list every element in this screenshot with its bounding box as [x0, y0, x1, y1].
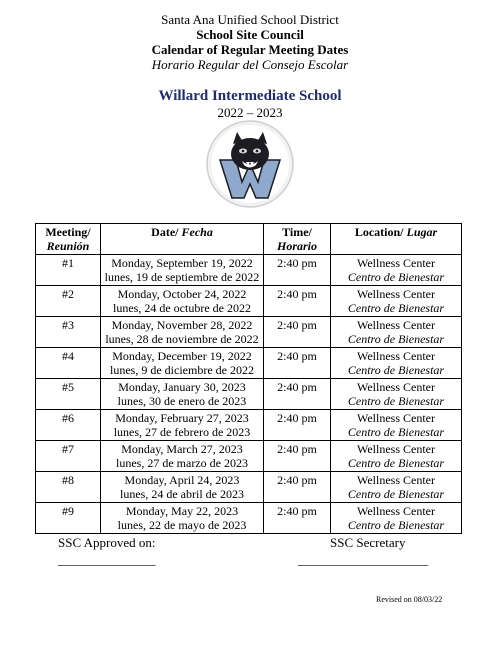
meeting-location-es: Centro de Bienestar	[347, 332, 445, 346]
revised-date: Revised on 08/03/22	[376, 595, 443, 604]
meeting-date: Monday, December 19, 2022	[112, 349, 252, 363]
date-cell	[101, 255, 264, 286]
meeting-time: 2:40 pm	[277, 318, 317, 332]
meeting-date: Monday, March 27, 2023	[121, 442, 243, 456]
meeting-number: #8	[62, 473, 74, 487]
calendar-title: Calendar of Regular Meeting Dates	[151, 42, 349, 57]
time-cell	[264, 472, 331, 503]
table-row	[36, 503, 462, 534]
meeting-date-es: lunes, 30 de enero de 2023	[117, 394, 247, 408]
date-cell	[101, 472, 264, 503]
time-cell	[264, 286, 331, 317]
location-cell	[331, 255, 462, 286]
date-cell	[101, 317, 264, 348]
location-cell	[331, 286, 462, 317]
meeting-date: Monday, September 19, 2022	[111, 256, 253, 270]
secretary-signature-line: ____________________	[298, 552, 428, 567]
meeting-location: Wellness Center	[356, 380, 435, 394]
table-row	[36, 286, 462, 317]
date-cell	[101, 503, 264, 534]
meeting-location: Wellness Center	[356, 442, 435, 456]
meeting-time: 2:40 pm	[277, 287, 317, 301]
date-header-label: Date/	[151, 225, 179, 239]
meeting-time: 2:40 pm	[277, 349, 317, 363]
location-cell	[331, 441, 462, 472]
meeting-number: #7	[62, 442, 74, 456]
time-header-label-es: Horario	[276, 239, 317, 253]
meeting-time: 2:40 pm	[277, 256, 317, 270]
table-row	[36, 379, 462, 410]
calendar-title-spanish: Horario Regular del Consejo Escolar	[151, 57, 349, 72]
meeting-location: Wellness Center	[356, 287, 435, 301]
meeting-location: Wellness Center	[356, 473, 435, 487]
school-year: 2022 – 2023	[217, 105, 283, 120]
meeting-location-es: Centro de Bienestar	[347, 301, 445, 315]
meeting-date: Monday, October 24, 2022	[117, 287, 247, 301]
meeting-location: Wellness Center	[356, 411, 435, 425]
table-header-row	[36, 224, 462, 255]
meeting-date-es: lunes, 19 de septiembre de 2022	[104, 270, 260, 284]
date-cell	[101, 286, 264, 317]
meeting-location: Wellness Center	[356, 504, 435, 518]
meeting-number: #5	[62, 380, 74, 394]
time-cell	[264, 503, 331, 534]
num-cell	[36, 441, 101, 472]
time-cell	[264, 379, 331, 410]
meeting-date-es: lunes, 24 de abril de 2023	[120, 487, 244, 501]
meeting-number: #6	[62, 411, 74, 425]
meeting-location: Wellness Center	[356, 256, 435, 270]
date-cell	[101, 441, 264, 472]
table-row	[36, 472, 462, 503]
meeting-number: #3	[62, 318, 74, 332]
location-cell	[331, 348, 462, 379]
table-row	[36, 348, 462, 379]
num-cell	[36, 472, 101, 503]
meeting-header	[36, 224, 101, 255]
meeting-location: Wellness Center	[356, 349, 435, 363]
date-cell	[101, 379, 264, 410]
council-name: School Site Council	[196, 27, 304, 42]
meeting-date: Monday, April 24, 2023	[124, 473, 240, 487]
time-cell	[264, 317, 331, 348]
district-name: Santa Ana Unified School District	[161, 12, 339, 27]
date-header-label-es: Fecha	[181, 225, 213, 239]
meeting-date: Monday, May 22, 2023	[125, 504, 239, 518]
meeting-location-es: Centro de Bienestar	[347, 425, 445, 439]
num-cell	[36, 379, 101, 410]
meeting-time: 2:40 pm	[277, 380, 317, 394]
location-header-label: Location/	[354, 225, 404, 239]
meeting-header-label: Meeting/	[45, 225, 91, 239]
meeting-time: 2:40 pm	[277, 473, 317, 487]
meeting-time: 2:40 pm	[277, 504, 317, 518]
location-header-label-es: Lugar	[406, 225, 438, 239]
meeting-location-es: Centro de Bienestar	[347, 363, 445, 377]
num-cell	[36, 317, 101, 348]
school-name: Willard Intermediate School	[158, 88, 342, 104]
meeting-location-es: Centro de Bienestar	[347, 270, 445, 284]
meeting-date: Monday, November 28, 2022	[111, 318, 253, 332]
meeting-date-es: lunes, 22 de mayo de 2023	[117, 518, 247, 532]
approved-label: SSC Approved on:	[58, 535, 156, 550]
date-header	[101, 224, 264, 255]
location-header	[331, 224, 462, 255]
meeting-location: Wellness Center	[356, 318, 435, 332]
meeting-number: #4	[62, 349, 74, 363]
meeting-date-es: lunes, 28 de noviembre de 2022	[105, 332, 259, 346]
num-cell	[36, 348, 101, 379]
location-cell	[331, 379, 462, 410]
date-cell	[101, 348, 264, 379]
meeting-date-es: lunes, 24 de octubre de 2022	[113, 301, 251, 315]
meeting-date-es: lunes, 9 de diciembre de 2022	[110, 363, 254, 377]
time-cell	[264, 410, 331, 441]
table-row	[36, 317, 462, 348]
date-cell	[101, 410, 264, 441]
table-row	[36, 255, 462, 286]
meeting-location-es: Centro de Bienestar	[347, 518, 445, 532]
meeting-number: #2	[62, 287, 74, 301]
time-cell	[264, 348, 331, 379]
location-cell	[331, 472, 462, 503]
num-cell	[36, 286, 101, 317]
meeting-date-es: lunes, 27 de marzo de 2023	[116, 456, 248, 470]
meeting-time: 2:40 pm	[277, 411, 317, 425]
table-row	[36, 410, 462, 441]
meeting-number: #9	[62, 504, 74, 518]
location-cell	[331, 410, 462, 441]
header	[0, 12, 500, 72]
meeting-location-es: Centro de Bienestar	[347, 487, 445, 501]
time-cell	[264, 255, 331, 286]
panther-w-logo-icon	[206, 120, 294, 208]
meeting-date: Monday, January 30, 2023	[118, 380, 246, 394]
time-header-label: Time/	[282, 225, 312, 239]
num-cell	[36, 503, 101, 534]
meeting-location-es: Centro de Bienestar	[347, 456, 445, 470]
meeting-date: Monday, February 27, 2023	[115, 411, 249, 425]
meeting-time: 2:40 pm	[277, 442, 317, 456]
meeting-table	[35, 223, 462, 534]
location-cell	[331, 317, 462, 348]
location-cell	[331, 503, 462, 534]
time-cell	[264, 441, 331, 472]
meeting-date-es: lunes, 27 de febrero de 2023	[113, 425, 251, 439]
secretary-label: SSC Secretary	[330, 535, 406, 550]
num-cell	[36, 255, 101, 286]
meeting-number: #1	[62, 256, 74, 270]
time-header	[264, 224, 331, 255]
approved-signature-line: _______________	[58, 552, 156, 567]
meeting-location-es: Centro de Bienestar	[347, 394, 445, 408]
table-row	[36, 441, 462, 472]
num-cell	[36, 410, 101, 441]
meeting-header-label-es: Reunión	[46, 239, 90, 253]
